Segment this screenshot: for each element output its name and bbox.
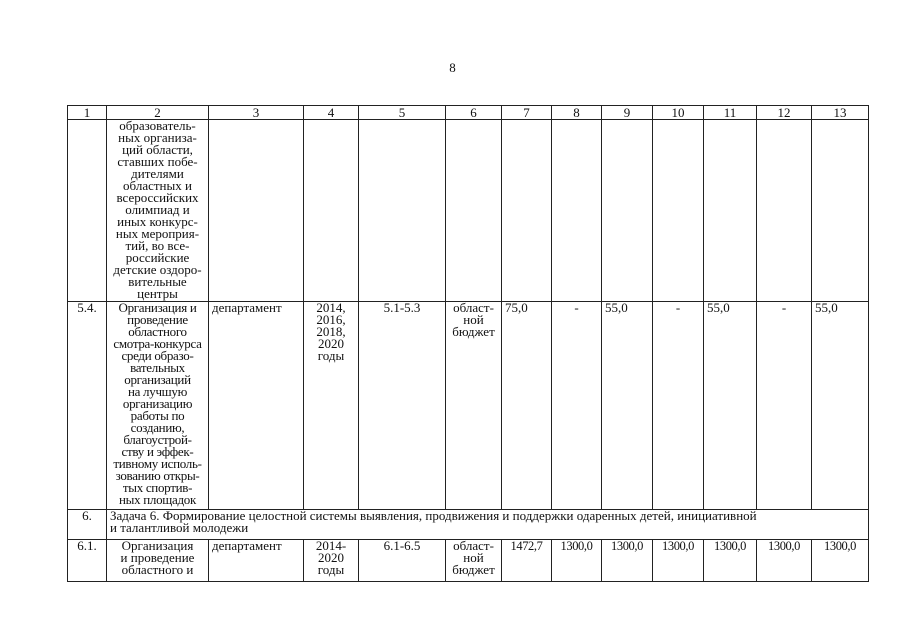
text-line: смотра-конкурса	[113, 336, 202, 351]
text-line: 2018,	[316, 324, 346, 339]
page-number: 8	[449, 60, 456, 75]
row-source	[446, 120, 502, 302]
row-value	[602, 120, 653, 302]
row-value	[757, 120, 812, 302]
text-line: российские	[125, 250, 190, 265]
text-line: областного и	[121, 562, 194, 577]
column-number-8: 8	[552, 106, 602, 120]
row-indicators: 5.1-5.3	[359, 302, 446, 510]
text-line: детские оздоро-	[113, 262, 202, 277]
text-line: благоустрой-	[123, 432, 192, 447]
text-line: ных организа-	[118, 130, 197, 145]
row-number: 5.4.	[68, 302, 107, 510]
text-line: 2014,	[316, 301, 346, 315]
row-executor: департамент	[209, 540, 304, 582]
table-header-row	[68, 106, 869, 120]
text-line: ству и эффек-	[121, 444, 194, 459]
text-line: Организация	[121, 539, 194, 553]
row-value	[502, 120, 552, 302]
text-line: област-	[453, 539, 494, 553]
column-number-1: 1	[68, 106, 107, 120]
row-value	[704, 120, 757, 302]
column-number-12: 12	[757, 106, 812, 120]
row-indicators	[359, 120, 446, 302]
row-value	[552, 120, 602, 302]
column-number-3: 3	[209, 106, 304, 120]
text-line: 2016,	[316, 312, 346, 327]
row-source	[446, 302, 502, 510]
text-line: Организация и	[118, 301, 197, 315]
text-line: и талантливой молодежи	[110, 520, 249, 535]
text-line: ных площадок	[119, 492, 196, 507]
column-number-7: 7	[502, 106, 552, 120]
table-row-5-4	[68, 302, 869, 510]
row-value: 1300,0	[552, 540, 602, 582]
text-line: ной	[463, 312, 484, 327]
text-line: област-	[453, 301, 494, 315]
text-line: ций области,	[122, 142, 193, 157]
text-line: организаций	[124, 372, 191, 387]
text-line: ной	[463, 550, 484, 565]
text-line: ставших побе-	[117, 154, 198, 169]
program-table	[67, 105, 869, 582]
row-description	[107, 120, 209, 302]
table-row-continued	[68, 120, 869, 302]
text-line: годы	[317, 562, 345, 577]
row-value: 55,0	[602, 302, 653, 510]
row-value: -	[653, 302, 704, 510]
row-executor	[209, 120, 304, 302]
row-years	[304, 540, 359, 582]
text-line: тых спортив-	[122, 480, 193, 495]
row-executor: департамент	[209, 302, 304, 510]
text-line: тивному исполь-	[113, 456, 202, 471]
row-value: 1300,0	[704, 540, 757, 582]
text-line: иных конкурс-	[117, 214, 198, 229]
row-value: 1300,0	[653, 540, 704, 582]
text-line: областных и	[123, 178, 192, 193]
text-line: дителями	[131, 166, 184, 181]
row-value: -	[552, 302, 602, 510]
row-number: 6.	[68, 510, 107, 540]
row-value: 1300,0	[812, 540, 869, 582]
text-line: созданию,	[130, 420, 185, 435]
row-value	[812, 120, 869, 302]
row-description	[107, 302, 209, 510]
task-heading	[107, 510, 869, 540]
row-value	[653, 120, 704, 302]
row-value: 1300,0	[602, 540, 653, 582]
column-number-5: 5	[359, 106, 446, 120]
row-value: 1472,7	[502, 540, 552, 582]
column-number-4: 4	[304, 106, 359, 120]
column-number-13: 13	[812, 106, 869, 120]
text-line: Задача 6. Формирование целостной системы выявления, продвижения и поддержки одаренных детей, инициативной	[110, 509, 757, 523]
text-line: зованию откры-	[115, 468, 200, 483]
row-value: 55,0	[704, 302, 757, 510]
text-line: тий, во все-	[125, 238, 190, 253]
row-value: -	[757, 302, 812, 510]
row-years	[304, 120, 359, 302]
text-line: работы по	[130, 408, 185, 423]
text-line: бюджет	[452, 324, 495, 339]
row-indicators: 6.1-6.5	[359, 540, 446, 582]
column-number-11: 11	[704, 106, 757, 120]
row-value: 55,0	[812, 302, 869, 510]
row-description	[107, 540, 209, 582]
text-line: 2014-	[315, 539, 347, 553]
text-line: среди образо-	[121, 348, 194, 363]
row-number: 6.1.	[68, 540, 107, 582]
text-line: 2020	[318, 336, 344, 351]
column-number-2: 2	[107, 106, 209, 120]
text-line: олимпиад и	[125, 202, 190, 217]
row-value: 1300,0	[757, 540, 812, 582]
text-line: проведение	[127, 312, 188, 327]
text-line: всероссийских	[116, 190, 199, 205]
text-line: центры	[137, 286, 178, 301]
text-line: 2020	[318, 550, 344, 565]
text-line: бюджет	[452, 562, 495, 577]
row-years	[304, 302, 359, 510]
text-line: областного	[128, 324, 187, 339]
text-line: и проведение	[120, 550, 195, 565]
column-number-10: 10	[653, 106, 704, 120]
table-row-6	[68, 510, 869, 540]
column-number-6: 6	[446, 106, 502, 120]
text-line: вительные	[128, 274, 187, 289]
column-number-9: 9	[602, 106, 653, 120]
text-line: ных мероприя-	[115, 226, 200, 241]
row-source	[446, 540, 502, 582]
text-line: годы	[317, 348, 345, 363]
text-line: вательных	[130, 360, 185, 375]
text-line: организацию	[122, 396, 193, 411]
text-line: образователь-	[119, 119, 196, 133]
table-row-6-1	[68, 540, 869, 582]
row-value: 75,0	[502, 302, 552, 510]
text-line: на лучшую	[127, 384, 188, 399]
row-number	[68, 120, 107, 302]
